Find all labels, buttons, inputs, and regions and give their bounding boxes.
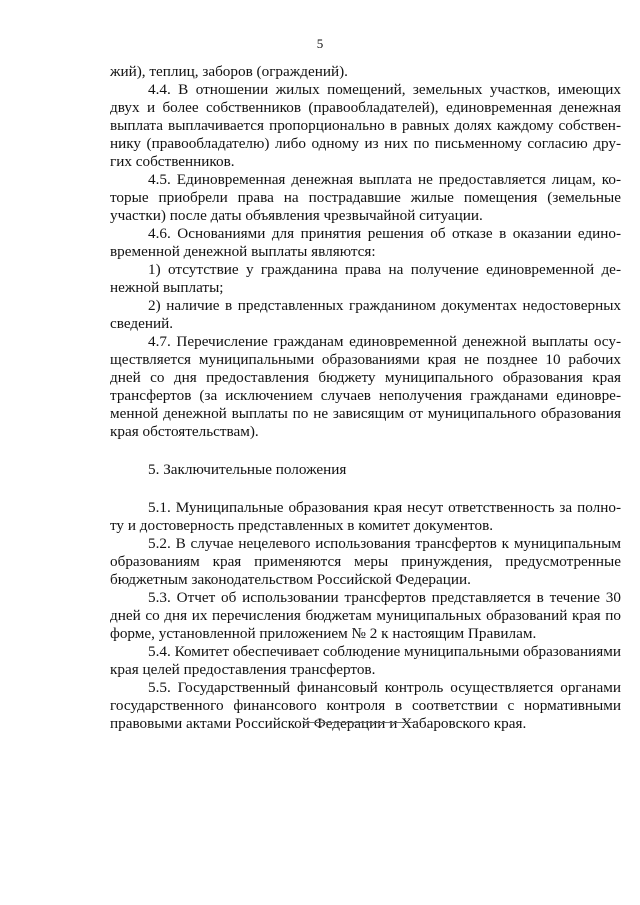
paragraph-5-1: 5.1. Муниципальные образования края несут ответственность за полноту и достоверность представленных в комитет документов.: [110, 499, 621, 534]
paragraph-5-2: 5.2. В случае нецелевого использования трансфертов к муниципальным образованиям края применяются меры принуждения, предусмотренные бюджетным законодательством Российской Федерации.: [110, 535, 621, 588]
paragraph-5-5: 5.5. Государственный финансовый контроль осуществляется органами государственного финансового контроля в соответствии с нормативными правовыми актами Российской Федерации и Хабаровского края.: [110, 679, 621, 732]
paragraph-4-4: 4.4. В отношении жилых помещений, земельных участков, имеющих двух и более собственников (правообладателей), единовременная денежная выплата выплачивается пропорционально в равных долях каждому собственнику (правообладателю) либо одному из них по письменному согласию других собственников.: [110, 81, 621, 170]
paragraph-5-3: 5.3. Отчет об использовании трансфертов представляется в течение 30 дней со дня их перечисления бюджетам муниципальных образований края по форме, установленной приложением № 2 к настоящим Правилам.: [110, 589, 621, 642]
list-item-1: 1) отсутствие у гражданина права на получение единовременной денежной выплаты;: [110, 261, 621, 296]
document-body: [110, 63, 621, 733]
paragraph-4-7: 4.7. Перечисление гражданам единовременной денежной выплаты осуществляется муниципальными образованиями края не позднее 10 рабочих дней со дня предоставления бюджету муниципального образования края трансфертов (за исключением случаев неполучения гражданами единовременной денежной выплаты по не зависящим от муниципального образования края обстоятельствам).: [110, 333, 621, 440]
list-item-2: 2) наличие в представленных гражданином документах недостоверных сведений.: [110, 297, 621, 332]
end-divider: [303, 722, 415, 723]
paragraph-4-5: 4.5. Единовременная денежная выплата не предоставляется лицам, которые приобрели права на пострадавшие жилые помещения (земельные участки) после даты объявления чрезвычайной ситуации.: [110, 171, 621, 224]
paragraph-5-4: 5.4. Комитет обеспечивает соблюдение муниципальными образованиями края целей предоставления трансфертов.: [110, 643, 621, 678]
paragraph-continuation: жий), теплиц, заборов (ограждений).: [110, 63, 348, 80]
page-number: 5: [316, 36, 324, 51]
section-heading: 5. Заключительные положения: [148, 461, 347, 478]
paragraph-4-6: 4.6. Основаниями для принятия решения об отказе в оказании единовременной денежной выплаты являются:: [110, 225, 621, 260]
